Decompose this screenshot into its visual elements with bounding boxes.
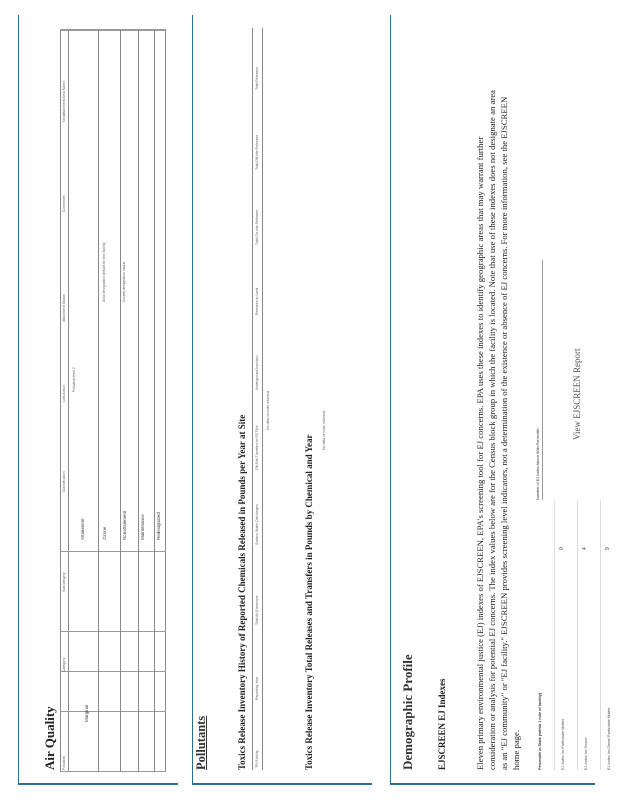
demographic-title: Demographic Profile <box>400 654 415 770</box>
section-top-rule <box>192 15 193 785</box>
list-item <box>532 500 555 770</box>
air-quality-section <box>0 0 182 800</box>
section-divider <box>390 783 595 785</box>
table-header: TRI Facility <box>255 750 259 768</box>
pollutants-section <box>182 0 382 800</box>
ej-index-value: 9 <box>605 547 611 550</box>
demographic-section <box>382 0 618 800</box>
table-header: Total Off-site Releases <box>255 134 259 170</box>
air-quality-title: Air Quality <box>42 706 57 770</box>
table-note: County designation status <box>122 261 126 302</box>
ej-list-header: Percentile in State (within 1 mile of facility) <box>538 692 542 770</box>
table-cell: Marginal <box>84 704 89 722</box>
no-data-note: No data records returned <box>266 391 270 430</box>
table-header: Classification <box>62 471 66 492</box>
table-cell: Redesignated <box>156 512 161 540</box>
table-header: Off-Site Transfers to POTWs <box>255 425 259 470</box>
section-top-rule <box>18 15 19 785</box>
table-header: Total Releases <box>255 67 259 90</box>
tri-total-title: Toxics Release Inventory Total Releases and Transfers in Pounds by Chemical and Year <box>304 434 314 770</box>
list-item <box>578 500 601 770</box>
ej-index-value: 0 <box>559 547 565 550</box>
table-header: Surface Water Discharges <box>255 504 259 545</box>
pollutants-title: Pollutants <box>194 715 208 770</box>
air-quality-table <box>60 30 166 772</box>
table-header: Releases to Land <box>255 287 259 315</box>
table-header: Comments <box>62 195 66 212</box>
table-cell: Ozone <box>102 526 107 540</box>
table-cell: Maintenance <box>140 514 145 540</box>
section-top-rule <box>390 15 391 785</box>
ej-index-label: EJ Index for Ozone <box>584 737 588 770</box>
list-item <box>555 500 578 770</box>
table-header: Subcategory <box>62 572 66 592</box>
ej-index-list <box>532 500 618 770</box>
table-header: Total Air Emissions <box>255 595 259 625</box>
table-header: Reporting Year <box>255 676 259 700</box>
view-ejscreen-report-link[interactable]: View EJSCREEN Report <box>572 348 582 440</box>
ej-indexes-title: EJSCREEN EJ Indexes <box>437 678 447 770</box>
table-note: Area designation details for this facility <box>102 242 106 302</box>
table-header: Category <box>62 657 66 672</box>
ej-count-header: Number of EJ Index Above 80th Percentile <box>536 260 543 500</box>
list-item <box>601 500 618 770</box>
table-header: Total On-site Releases <box>255 209 259 245</box>
section-divider <box>192 783 372 785</box>
no-data-note: No data records returned <box>322 411 326 450</box>
ej-index-value: 4 <box>582 547 588 550</box>
table-header: Underground Injection <box>255 355 259 390</box>
ej-description: Eleven primary environmental justice (EJ) indexes of EJSCREEN, EPA's screening tool for EJ concerns. EPA uses these indexes to identify geographic areas that may warrant further consideration or analysis for potential EJ concerns. The index values below are for the Census block group in which the facility is located. Note that use of these indexes does not designate an area as an "EJ community" or "EJ facility." EJSCREEN provides screening level indicators, not a determination of the existence or absence of EJ concerns. For more information, see the EJSCREEN home page. <box>475 90 521 770</box>
ej-index-label: EJ Index for Particulate Matter <box>561 718 565 770</box>
section-divider <box>18 783 178 785</box>
table-header: Pollutant <box>62 756 66 770</box>
table-header: Attainment Status <box>62 294 66 322</box>
table-cell: Nonattainment <box>122 510 127 540</box>
table-header: Last Action <box>62 384 66 402</box>
table-note: Pollutant level 2 <box>72 367 76 392</box>
table-cell: Attainment <box>80 518 85 540</box>
tri-history-title: Toxics Release Inventory History of Reported Chemicals Released in Pounds per Year at Site <box>237 414 247 770</box>
table-header: Nonattainment Area Name <box>62 80 66 122</box>
ej-index-label: EJ Index for Diesel Particulate Matter <box>607 707 611 770</box>
tri-history-table <box>252 28 282 770</box>
